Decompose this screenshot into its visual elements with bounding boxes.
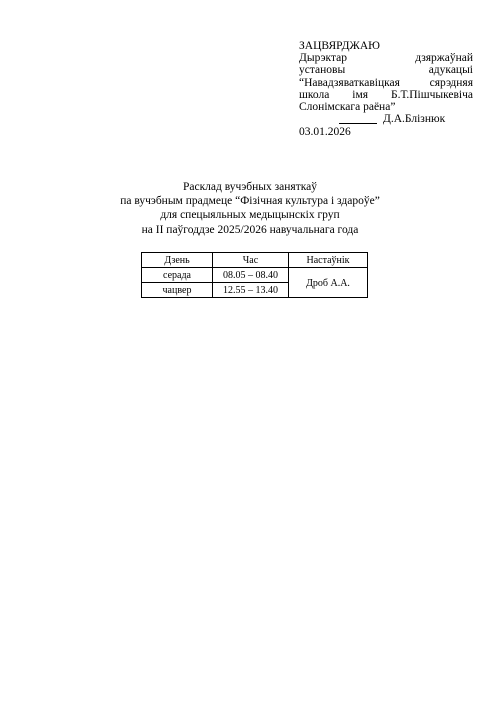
approval-date: 03.01.2026 [299,126,351,139]
day-cell: серада [142,268,213,283]
signature-row [299,113,473,125]
table-header-row [142,253,368,268]
header-day: Дзень [142,253,213,268]
title-line-3: для спецыяльных медыцынскіх груп [160,209,340,222]
approval-block [299,40,473,139]
signature-line [339,123,377,124]
document-title [0,180,500,237]
time-cell: 08.05 – 08.40 [213,268,289,283]
table-row [142,268,368,283]
approval-position-line-1: Дырэктар дзяржаўнай [299,52,473,65]
header-time: Час [213,253,289,268]
teacher-cell: Дроб А.А. [289,268,368,298]
day-cell: чацвер [142,283,213,298]
schedule-table [141,252,368,298]
signer-name: Д.А.Блізнюк [383,113,446,126]
time-cell: 12.55 – 13.40 [213,283,289,298]
approval-heading: ЗАЦВЯРДЖАЮ [299,40,380,52]
title-line-2: па вучэбным прадмеце “Фізічная культура і здароўе” [120,195,380,208]
header-teacher: Настаўнік [289,253,368,268]
title-line-1: Расклад вучэбных заняткаў [182,181,317,193]
approval-school-line-3: Слонімскага раёна” [299,101,396,114]
approval-position-line-2: установы адукацыі [299,64,473,77]
title-line-4: на ІІ паўгоддзе 2025/2026 навучальнага года [141,223,359,236]
approval-school-line-1: “Навадзяваткавіцкая сярэдняя [299,76,473,89]
approval-school-line-2: школа імя Б.Т.Пішчыкевіча [299,88,473,101]
